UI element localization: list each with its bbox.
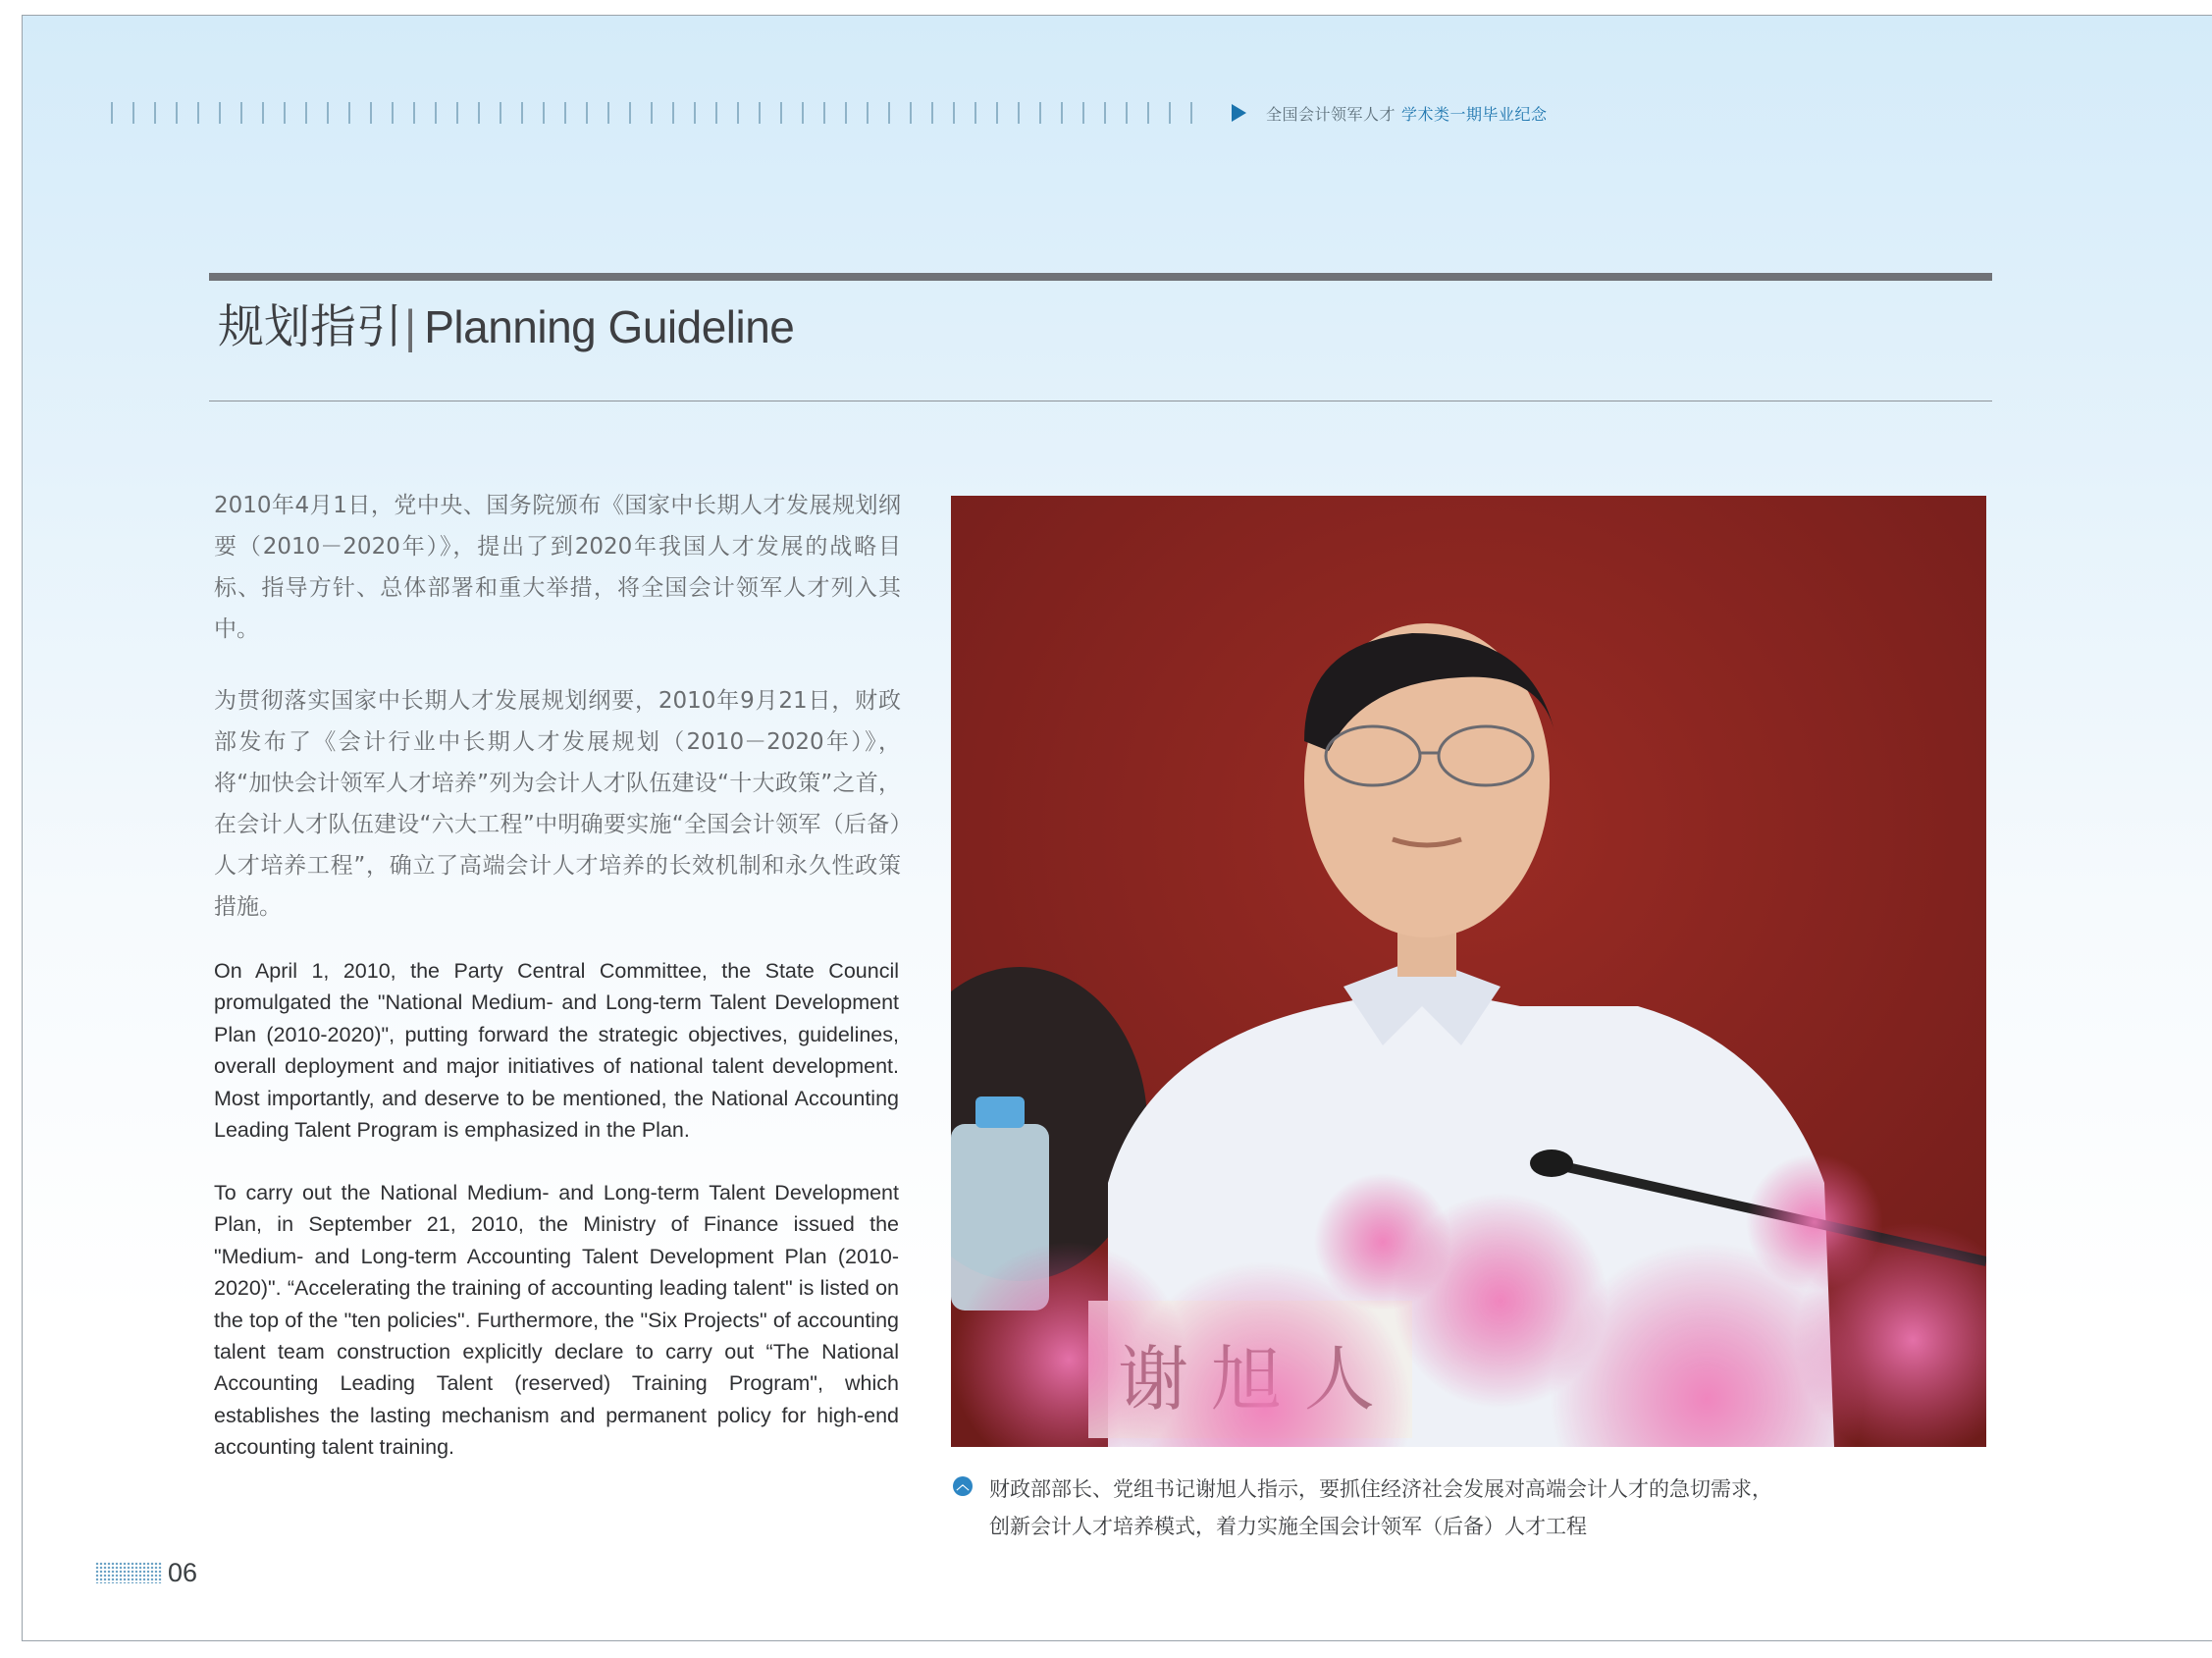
- running-header: [1266, 102, 1548, 125]
- running-header-highlight: 学术类一期毕业纪念: [1401, 105, 1548, 124]
- chevron-up-circle-icon: ︿: [953, 1476, 973, 1496]
- photo-caption: [989, 1471, 1772, 1545]
- title-top-rule: [209, 273, 1992, 281]
- speaker-photo: [951, 496, 1986, 1447]
- page-number: 06: [168, 1558, 198, 1587]
- caption-line-2: 创新会计人才培养模式，着力实施全国会计领军（后备）人才工程: [989, 1515, 1587, 1538]
- zh-paragraph-2: 为贯彻落实国家中长期人才发展规划纲要，2010年9月21日，财政部发布了《会计行业中长期人才发展规划（2010－2020年）》，将“加快会计领军人才培养”列为会计人才队伍建设“十大政策”之首，在会计人才队伍建设“六大工程”中明确要实施“全国会计领军（后备）人才培养工程”，确立了高端会计人才培养的长效机制和永久性政策措施。: [214, 688, 901, 920]
- section-title-en: Planning Guideline: [424, 301, 795, 352]
- caption-line-1: 财政部部长、党组书记谢旭人指示，要抓住经济社会发展对高端会计人才的急切需求，: [989, 1477, 1772, 1501]
- en-paragraph-1: On April 1, 2010, the Party Central Committee, the State Council promulgated the "National Medium- and Long-term Talent Development Plan (2010-2020)", putting forward the strategic objectives, guidelines, overall deployment and major initiatives of national talent development. Most importantly, and deserve to be mentioned, the National Accounting Leading Talent Program is emphasized in the Plan.: [214, 959, 899, 1143]
- page-number-dot-pattern: [95, 1562, 162, 1583]
- running-header-main: 全国会计领军人才: [1266, 105, 1396, 124]
- speaker-photo-illustration: [951, 496, 1986, 1447]
- play-triangle-icon: [1232, 104, 1246, 122]
- title-separator: |: [404, 300, 417, 352]
- section-title-zh: 规划指引: [218, 300, 402, 352]
- en-paragraph-2: To carry out the National Medium- and Long-term Talent Development Plan, in September 21, 2010, the Ministry of Finance issued the "Medium- and Long-term Accounting Talent Development Plan (2010-2020)". “Accelerating the training of accounting leading talent" is listed on the top of the "ten policies". Furthermore, the "Six Projects" of accounting talent team construction explicitly declare to carry out “The National Accounting Leading Talent (reserved) Training Program", which establishes the lasting mechanism and permanent policy for high-end accounting talent training.: [214, 1181, 899, 1460]
- header-tick-marks: [111, 102, 1210, 124]
- zh-paragraph-1: 2010年4月1日，党中央、国务院颁布《国家中长期人才发展规划纲要（2010－2020年）》，提出了到2020年我国人才发展的战略目标、指导方针、总体部署和重大举措，将全国会计领军人才列入其中。: [214, 493, 901, 642]
- section-title: [218, 291, 794, 356]
